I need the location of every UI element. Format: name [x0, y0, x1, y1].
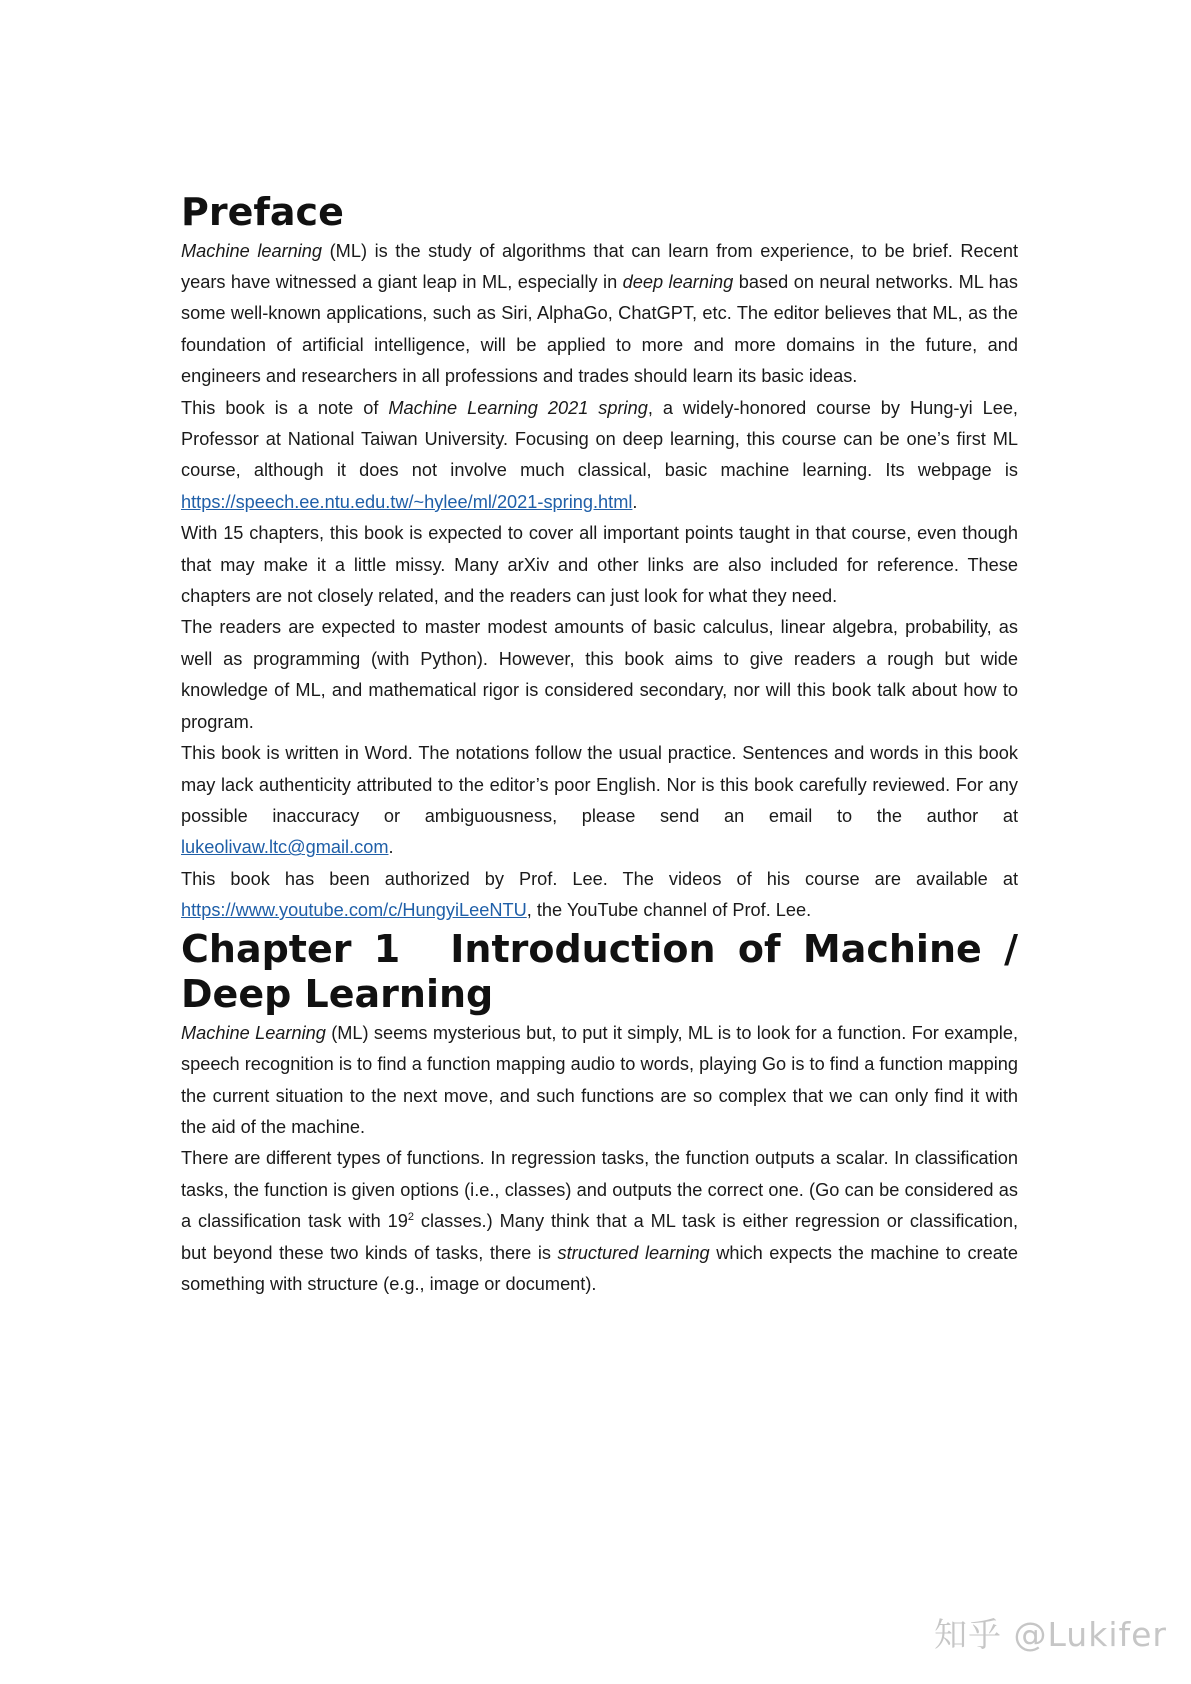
- preface-paragraph-6: [181, 864, 1018, 927]
- body-text: , a widely-honored course by Hung-yi Lee, Professor at National Taiwan University. Focusing on deep learning, this course can be one’s first ML course, although it does not involve much classical, basic machine learning. Its webpage is: [181, 397, 1018, 481]
- preface-paragraph-5: [181, 738, 1018, 864]
- body-text: which expects the machine to create something with structure (e.g., image or document).: [181, 1242, 1018, 1294]
- youtube-channel-link[interactable]: https://www.youtube.com/c/HungyiLeeNTU: [181, 900, 527, 921]
- body-text: This book is a note of: [181, 397, 389, 418]
- watermark: 知乎 @Lukifer: [934, 1615, 1167, 1654]
- body-text: classes.) Many think that a ML task is either regression or classification, but beyond these two kinds of tasks, there is: [181, 1211, 1018, 1263]
- chapter-1-paragraph-2: [181, 1143, 1018, 1300]
- body-text: .: [632, 491, 638, 512]
- author-email-link[interactable]: lukeolivaw.ltc@gmail.com: [181, 837, 389, 858]
- preface-heading: Preface: [181, 190, 344, 234]
- preface-paragraph-2: [181, 393, 1018, 519]
- chapter-number: Chapter 1: [181, 926, 401, 971]
- superscript: 2: [407, 1211, 414, 1224]
- body-text: This book has been authorized by Prof. Lee. The videos of his course are available at: [181, 868, 1018, 889]
- preface-paragraph-4: The readers are expected to master modest amounts of basic calculus, linear algebra, probability, as well as programming (with Python). However, this book aims to give readers a rough but wide knowledge of ML, and mathematical rigor is considered secondary, nor will this book talk about how to program.: [181, 617, 1018, 732]
- emphasis-text: Machine Learning 2021 spring: [388, 397, 648, 418]
- body-text: based on neural networks. ML has some well-known applications, such as Siri, AlphaGo, ChatGPT, etc. The editor believes that ML, as the foundation of artificial intelligence, will be applied to more and more domains in the future, and engineers and researchers in all professions and trades should learn its basic ideas.: [181, 272, 1018, 387]
- emphasis-text: deep learning: [622, 272, 734, 292]
- chapter-1-heading: [181, 927, 1018, 1018]
- body-text: There are different types of functions. In regression tasks, the function outputs a scalar. In classification tasks, the function is given options (i.e., classes) and outputs the correct one. (Go can be considered as a classification task with 19: [181, 1148, 1018, 1232]
- body-text: , the YouTube channel of Prof. Lee.: [526, 900, 812, 921]
- preface-paragraph-3: With 15 chapters, this book is expected to cover all important points taught in that course, even though that may make it a little missy. Many arXiv and other links are also included for reference. These chapters are not closely related, and the readers can just look for what they need.: [181, 523, 1018, 607]
- body-text: This book is written in Word. The notations follow the usual practice. Sentences and words in this book may lack authenticity attributed to the editor’s poor English. Nor is this book carefully reviewed. For any possible inaccuracy or ambiguousness, please send an email to the author at: [181, 743, 1018, 826]
- body-text: .: [388, 837, 394, 858]
- preface-paragraph-1: [181, 236, 1018, 393]
- emphasis-text: Machine learning: [181, 240, 323, 261]
- body-text: (ML) seems mysterious but, to put it simply, ML is to look for a function. For example, speech recognition is to find a function mapping audio to words, playing Go is to find a function mapping the current situation to the next move, and such functions are so complex that we can only find it with the aid of the machine.: [181, 1022, 1018, 1137]
- course-webpage-link[interactable]: https://speech.ee.ntu.edu.tw/~hylee/ml/2021-spring.html: [181, 491, 633, 512]
- emphasis-text: structured learning: [557, 1242, 710, 1263]
- document-page: [181, 190, 1018, 1300]
- emphasis-text: Machine Learning: [181, 1022, 326, 1043]
- chapter-title: Introduction of Machine / Deep Learning: [181, 926, 1018, 1017]
- chapter-1-paragraph-1: [181, 1018, 1018, 1144]
- body-text: (ML) is the study of algorithms that can learn from experience, to be brief. Recent years have witnessed a giant leap in ML, especially in: [181, 240, 1019, 292]
